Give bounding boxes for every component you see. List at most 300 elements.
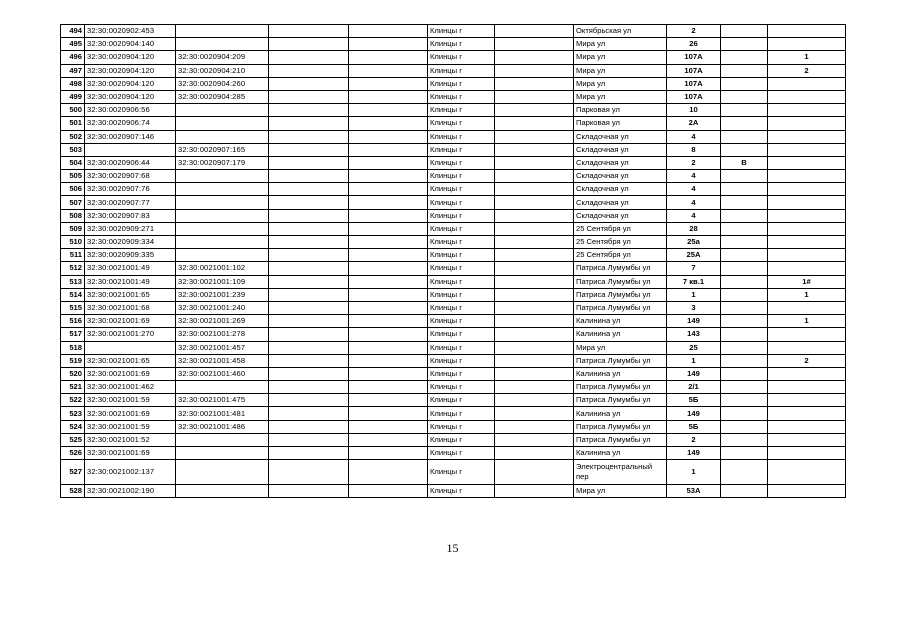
city-cell: Клинцы г — [428, 367, 495, 380]
empty-cell — [269, 196, 349, 209]
cadastral-number-object: 32:30:0021001:457 — [176, 341, 269, 354]
house-number-cell: 2 — [667, 433, 721, 446]
street-cell: 25 Сентября ул — [574, 222, 667, 235]
cadastral-number-object: 32:30:0020904:209 — [176, 51, 269, 64]
house-number-cell: 149 — [667, 315, 721, 328]
empty-cell — [349, 25, 428, 38]
empty-cell — [269, 90, 349, 103]
empty-cell — [349, 262, 428, 275]
table-row — [61, 156, 846, 169]
table-row — [61, 77, 846, 90]
city-cell: Клинцы г — [428, 64, 495, 77]
flat-cell — [768, 209, 846, 222]
cadastral-number-land: 32:30:0020907:146 — [85, 130, 176, 143]
city-cell: Клинцы г — [428, 170, 495, 183]
empty-cell — [349, 301, 428, 314]
city-cell: Клинцы г — [428, 420, 495, 433]
cadastral-number-land: 32:30:0021002:190 — [85, 485, 176, 498]
city-cell: Клинцы г — [428, 90, 495, 103]
house-number-cell: 53А — [667, 485, 721, 498]
empty-cell — [495, 25, 574, 38]
flat-cell — [768, 341, 846, 354]
empty-cell — [495, 315, 574, 328]
empty-cell — [349, 341, 428, 354]
house-number-cell: 107А — [667, 51, 721, 64]
table-row — [61, 447, 846, 460]
empty-cell — [349, 209, 428, 222]
row-number: 509 — [61, 222, 85, 235]
empty-cell — [349, 170, 428, 183]
table-row — [61, 328, 846, 341]
row-number: 499 — [61, 90, 85, 103]
empty-cell — [269, 51, 349, 64]
cadastral-number-land: 32:30:0021001:59 — [85, 420, 176, 433]
cadastral-number-land: 32:30:0021001:65 — [85, 288, 176, 301]
empty-cell — [269, 156, 349, 169]
letter-cell — [721, 130, 768, 143]
house-number-cell: 28 — [667, 222, 721, 235]
letter-cell — [721, 341, 768, 354]
empty-cell — [349, 196, 428, 209]
row-number: 501 — [61, 117, 85, 130]
city-cell: Клинцы г — [428, 460, 495, 485]
row-number: 515 — [61, 301, 85, 314]
empty-cell — [495, 407, 574, 420]
city-cell: Клинцы г — [428, 341, 495, 354]
table-row — [61, 288, 846, 301]
letter-cell — [721, 262, 768, 275]
letter-cell — [721, 315, 768, 328]
cadastral-number-land: 32:30:0020906:44 — [85, 156, 176, 169]
house-number-cell: 5Б — [667, 394, 721, 407]
street-cell: Калинина ул — [574, 367, 667, 380]
table-row — [61, 236, 846, 249]
city-cell: Клинцы г — [428, 315, 495, 328]
cadastral-number-object: 32:30:0021001:109 — [176, 275, 269, 288]
empty-cell — [269, 354, 349, 367]
cadastral-number-object: 32:30:0021001:240 — [176, 301, 269, 314]
row-number: 506 — [61, 183, 85, 196]
house-number-cell: 107А — [667, 90, 721, 103]
cadastral-number-object — [176, 222, 269, 235]
cadastral-number-land: 32:30:0021001:52 — [85, 433, 176, 446]
cadastral-number-land: 32:30:0021001:69 — [85, 447, 176, 460]
street-cell: Октябрьская ул — [574, 25, 667, 38]
row-number: 505 — [61, 170, 85, 183]
empty-cell — [495, 170, 574, 183]
empty-cell — [349, 315, 428, 328]
empty-cell — [269, 460, 349, 485]
cadastral-number-land: 32:30:0021001:65 — [85, 354, 176, 367]
cadastral-number-land: 32:30:0020902:453 — [85, 25, 176, 38]
city-cell: Клинцы г — [428, 354, 495, 367]
city-cell: Клинцы г — [428, 130, 495, 143]
empty-cell — [269, 328, 349, 341]
empty-cell — [269, 104, 349, 117]
letter-cell — [721, 51, 768, 64]
row-number: 520 — [61, 367, 85, 380]
street-cell: Патриса Лумумбы ул — [574, 394, 667, 407]
house-number-cell: 4 — [667, 183, 721, 196]
table-row — [61, 51, 846, 64]
house-number-cell: 8 — [667, 143, 721, 156]
cadastral-number-land: 32:30:0020904:120 — [85, 51, 176, 64]
city-cell: Клинцы г — [428, 249, 495, 262]
house-number-cell: 2А — [667, 117, 721, 130]
house-number-cell: 2 — [667, 25, 721, 38]
row-number: 519 — [61, 354, 85, 367]
flat-cell — [768, 156, 846, 169]
cadastral-number-land: 32:30:0020904:120 — [85, 77, 176, 90]
empty-cell — [269, 236, 349, 249]
table-row — [61, 433, 846, 446]
cadastral-number-land: 32:30:0020906:74 — [85, 117, 176, 130]
street-cell: Складочная ул — [574, 170, 667, 183]
table-row — [61, 196, 846, 209]
city-cell: Клинцы г — [428, 196, 495, 209]
cadastral-number-land: 32:30:0021001:270 — [85, 328, 176, 341]
empty-cell — [269, 209, 349, 222]
empty-cell — [269, 64, 349, 77]
street-cell: Мира ул — [574, 77, 667, 90]
empty-cell — [269, 407, 349, 420]
empty-cell — [349, 104, 428, 117]
empty-cell — [349, 90, 428, 103]
city-cell: Клинцы г — [428, 275, 495, 288]
empty-cell — [269, 275, 349, 288]
table-row — [61, 381, 846, 394]
street-cell: Патриса Лумумбы ул — [574, 301, 667, 314]
cadastral-number-object: 32:30:0021001:486 — [176, 420, 269, 433]
cadastral-number-land: 32:30:0021001:462 — [85, 381, 176, 394]
cadastral-number-object — [176, 25, 269, 38]
street-cell: Складочная ул — [574, 143, 667, 156]
house-number-cell: 7 кв.1 — [667, 275, 721, 288]
street-cell: Складочная ул — [574, 183, 667, 196]
letter-cell — [721, 485, 768, 498]
street-cell: Мира ул — [574, 485, 667, 498]
flat-cell — [768, 25, 846, 38]
letter-cell — [721, 183, 768, 196]
table-row — [61, 249, 846, 262]
table-row — [61, 90, 846, 103]
empty-cell — [495, 354, 574, 367]
letter-cell — [721, 460, 768, 485]
table-row — [61, 394, 846, 407]
empty-cell — [495, 341, 574, 354]
empty-cell — [495, 485, 574, 498]
empty-cell — [269, 117, 349, 130]
table-row — [61, 38, 846, 51]
house-number-cell: 143 — [667, 328, 721, 341]
row-number: 511 — [61, 249, 85, 262]
city-cell: Клинцы г — [428, 433, 495, 446]
table-row — [61, 143, 846, 156]
empty-cell — [269, 381, 349, 394]
table-row — [61, 183, 846, 196]
empty-cell — [269, 38, 349, 51]
letter-cell — [721, 275, 768, 288]
cadastral-number-object: 32:30:0020904:210 — [176, 64, 269, 77]
cadastral-number-land: 32:30:0021001:69 — [85, 315, 176, 328]
empty-cell — [349, 222, 428, 235]
registry-rows — [61, 25, 846, 498]
cadastral-number-land: 32:30:0020904:120 — [85, 64, 176, 77]
flat-cell — [768, 249, 846, 262]
cadastral-number-land: 32:30:0021001:68 — [85, 301, 176, 314]
cadastral-number-object: 32:30:0021001:269 — [176, 315, 269, 328]
street-cell: Патриса Лумумбы ул — [574, 381, 667, 394]
city-cell: Клинцы г — [428, 77, 495, 90]
empty-cell — [495, 420, 574, 433]
letter-cell: В — [721, 156, 768, 169]
letter-cell — [721, 64, 768, 77]
cadastral-number-land: 32:30:0021001:69 — [85, 367, 176, 380]
city-cell: Клинцы г — [428, 485, 495, 498]
empty-cell — [349, 354, 428, 367]
table-row — [61, 341, 846, 354]
row-number: 517 — [61, 328, 85, 341]
city-cell: Клинцы г — [428, 394, 495, 407]
letter-cell — [721, 288, 768, 301]
letter-cell — [721, 420, 768, 433]
flat-cell: 1# — [768, 275, 846, 288]
empty-cell — [495, 328, 574, 341]
flat-cell — [768, 485, 846, 498]
house-number-cell: 10 — [667, 104, 721, 117]
house-number-cell: 2/1 — [667, 381, 721, 394]
empty-cell — [495, 447, 574, 460]
empty-cell — [349, 156, 428, 169]
empty-cell — [269, 288, 349, 301]
cadastral-number-object — [176, 460, 269, 485]
empty-cell — [495, 117, 574, 130]
cadastral-number-object: 32:30:0020904:285 — [176, 90, 269, 103]
letter-cell — [721, 328, 768, 341]
empty-cell — [269, 315, 349, 328]
cadastral-number-land: 32:30:0020909:334 — [85, 236, 176, 249]
letter-cell — [721, 77, 768, 90]
street-cell: 25 Сентября ул — [574, 249, 667, 262]
empty-cell — [349, 367, 428, 380]
row-number: 502 — [61, 130, 85, 143]
cadastral-number-object: 32:30:0021001:475 — [176, 394, 269, 407]
empty-cell — [269, 130, 349, 143]
table-row — [61, 275, 846, 288]
flat-cell — [768, 301, 846, 314]
table-row — [61, 130, 846, 143]
row-number: 528 — [61, 485, 85, 498]
empty-cell — [269, 301, 349, 314]
street-cell: Мира ул — [574, 64, 667, 77]
city-cell: Клинцы г — [428, 38, 495, 51]
flat-cell — [768, 117, 846, 130]
table-row — [61, 262, 846, 275]
table-row — [61, 407, 846, 420]
empty-cell — [349, 64, 428, 77]
empty-cell — [349, 77, 428, 90]
house-number-cell: 149 — [667, 407, 721, 420]
table-row — [61, 485, 846, 498]
empty-cell — [349, 407, 428, 420]
flat-cell: 2 — [768, 354, 846, 367]
flat-cell — [768, 328, 846, 341]
house-number-cell: 25а — [667, 236, 721, 249]
row-number: 521 — [61, 381, 85, 394]
empty-cell — [495, 275, 574, 288]
street-cell: Патриса Лумумбы ул — [574, 262, 667, 275]
cadastral-number-object — [176, 117, 269, 130]
letter-cell — [721, 301, 768, 314]
cadastral-number-land: 32:30:0020907:76 — [85, 183, 176, 196]
empty-cell — [495, 104, 574, 117]
street-cell: Складочная ул — [574, 156, 667, 169]
empty-cell — [495, 51, 574, 64]
table-row — [61, 367, 846, 380]
letter-cell — [721, 447, 768, 460]
flat-cell: 1 — [768, 51, 846, 64]
empty-cell — [269, 77, 349, 90]
empty-cell — [349, 38, 428, 51]
empty-cell — [269, 25, 349, 38]
empty-cell — [269, 222, 349, 235]
city-cell: Клинцы г — [428, 25, 495, 38]
street-cell: Патриса Лумумбы ул — [574, 420, 667, 433]
empty-cell — [349, 433, 428, 446]
row-number: 518 — [61, 341, 85, 354]
flat-cell — [768, 170, 846, 183]
cadastral-number-object — [176, 236, 269, 249]
cadastral-number-land: 32:30:0020909:271 — [85, 222, 176, 235]
empty-cell — [269, 485, 349, 498]
cadastral-number-object — [176, 183, 269, 196]
table-row — [61, 64, 846, 77]
flat-cell — [768, 394, 846, 407]
empty-cell — [495, 196, 574, 209]
letter-cell — [721, 433, 768, 446]
flat-cell — [768, 38, 846, 51]
letter-cell — [721, 407, 768, 420]
street-cell: Патриса Лумумбы ул — [574, 288, 667, 301]
street-cell: 25 Сентября ул — [574, 236, 667, 249]
street-cell: Калинина ул — [574, 328, 667, 341]
letter-cell — [721, 236, 768, 249]
letter-cell — [721, 117, 768, 130]
cadastral-number-object: 32:30:0021001:102 — [176, 262, 269, 275]
flat-cell — [768, 77, 846, 90]
empty-cell — [495, 288, 574, 301]
row-number: 527 — [61, 460, 85, 485]
empty-cell — [269, 341, 349, 354]
empty-cell — [495, 394, 574, 407]
house-number-cell: 4 — [667, 170, 721, 183]
empty-cell — [495, 183, 574, 196]
city-cell: Клинцы г — [428, 381, 495, 394]
empty-cell — [349, 130, 428, 143]
cadastral-number-object: 32:30:0021001:278 — [176, 328, 269, 341]
city-cell: Клинцы г — [428, 301, 495, 314]
row-number: 516 — [61, 315, 85, 328]
cadastral-number-land: 32:30:0020904:120 — [85, 90, 176, 103]
empty-cell — [349, 117, 428, 130]
cadastral-number-object: 32:30:0020907:179 — [176, 156, 269, 169]
row-number: 496 — [61, 51, 85, 64]
flat-cell — [768, 381, 846, 394]
row-number: 504 — [61, 156, 85, 169]
empty-cell — [269, 433, 349, 446]
house-number-cell: 4 — [667, 130, 721, 143]
city-cell: Клинцы г — [428, 51, 495, 64]
flat-cell — [768, 183, 846, 196]
cadastral-number-land — [85, 143, 176, 156]
table-row — [61, 301, 846, 314]
cadastral-number-object: 32:30:0021001:239 — [176, 288, 269, 301]
street-cell: Мира ул — [574, 341, 667, 354]
row-number: 510 — [61, 236, 85, 249]
letter-cell — [721, 90, 768, 103]
table-row — [61, 354, 846, 367]
cadastral-number-object — [176, 447, 269, 460]
row-number: 523 — [61, 407, 85, 420]
row-number: 500 — [61, 104, 85, 117]
street-cell: Калинина ул — [574, 407, 667, 420]
letter-cell — [721, 104, 768, 117]
row-number: 512 — [61, 262, 85, 275]
house-number-cell: 7 — [667, 262, 721, 275]
table-row — [61, 315, 846, 328]
flat-cell: 1 — [768, 315, 846, 328]
table-row — [61, 25, 846, 38]
city-cell: Клинцы г — [428, 328, 495, 341]
empty-cell — [495, 249, 574, 262]
empty-cell — [495, 367, 574, 380]
empty-cell — [495, 64, 574, 77]
empty-cell — [269, 143, 349, 156]
city-cell: Клинцы г — [428, 209, 495, 222]
letter-cell — [721, 25, 768, 38]
cadastral-number-land: 32:30:0020907:77 — [85, 196, 176, 209]
cadastral-number-object — [176, 38, 269, 51]
flat-cell — [768, 104, 846, 117]
row-number: 525 — [61, 433, 85, 446]
house-number-cell: 25А — [667, 249, 721, 262]
table-row — [61, 209, 846, 222]
empty-cell — [269, 249, 349, 262]
empty-cell — [269, 420, 349, 433]
empty-cell — [349, 236, 428, 249]
empty-cell — [495, 301, 574, 314]
letter-cell — [721, 143, 768, 156]
cadastral-number-land — [85, 341, 176, 354]
street-cell: Калинина ул — [574, 315, 667, 328]
empty-cell — [349, 381, 428, 394]
page-number: 15 — [446, 541, 459, 555]
letter-cell — [721, 38, 768, 51]
empty-cell — [349, 485, 428, 498]
row-number: 513 — [61, 275, 85, 288]
cadastral-number-land: 32:30:0020907:83 — [85, 209, 176, 222]
house-number-cell: 149 — [667, 447, 721, 460]
street-cell: Мира ул — [574, 38, 667, 51]
empty-cell — [349, 249, 428, 262]
city-cell: Клинцы г — [428, 156, 495, 169]
cadastral-number-land: 32:30:0021001:49 — [85, 262, 176, 275]
empty-cell — [269, 262, 349, 275]
flat-cell — [768, 420, 846, 433]
empty-cell — [495, 381, 574, 394]
street-cell: Электроцентральный пер — [574, 460, 667, 485]
letter-cell — [721, 222, 768, 235]
